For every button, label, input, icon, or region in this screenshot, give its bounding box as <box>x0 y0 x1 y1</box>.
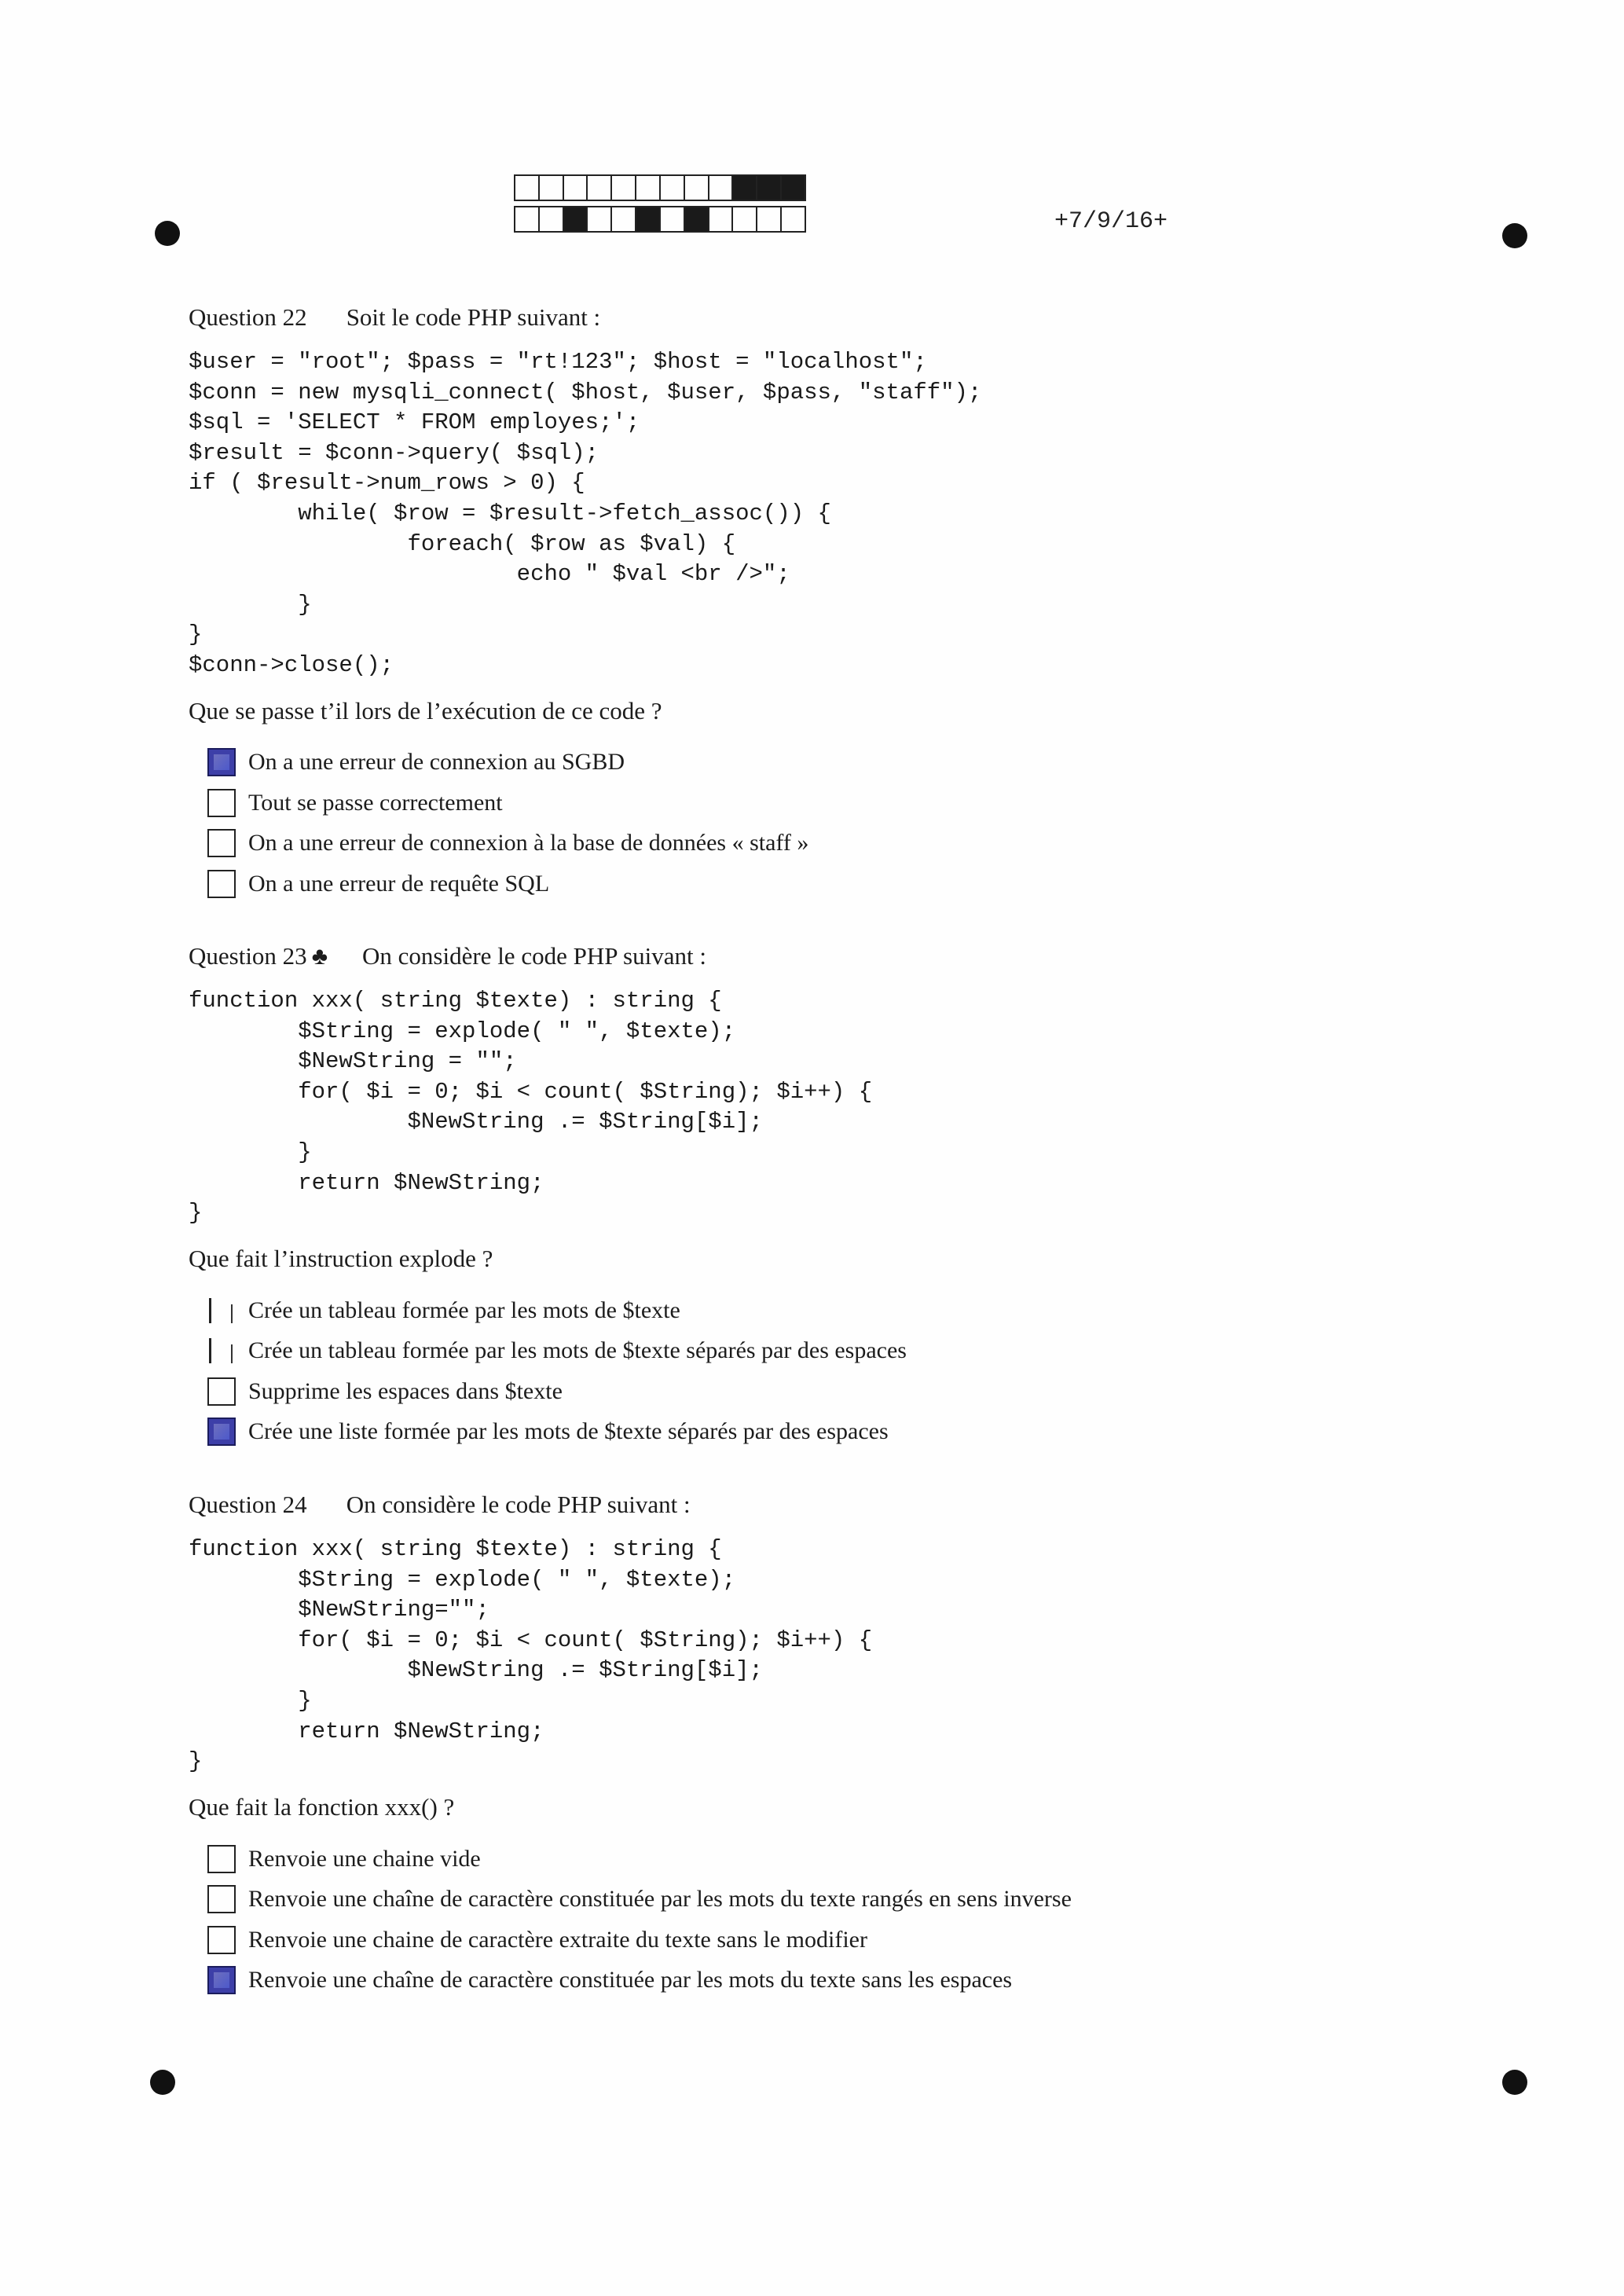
answer-label: On a une erreur de connexion au SGBD <box>248 749 625 776</box>
question-header <box>189 302 1446 333</box>
answer-option[interactable] <box>189 1839 1446 1880</box>
page-barcode-row-2 <box>514 206 806 233</box>
answer-checkbox[interactable] <box>207 1337 236 1365</box>
answer-checkbox[interactable] <box>207 1926 236 1954</box>
registration-mark-top-left <box>155 221 180 246</box>
barcode-cell <box>782 207 805 231</box>
answer-option[interactable] <box>189 1879 1446 1920</box>
answer-label: Crée une liste formée par les mots de $texte séparés par des espaces <box>248 1418 889 1444</box>
answer-label: Crée un tableau formée par les mots de $texte séparés par des espaces <box>248 1337 907 1363</box>
answer-option[interactable] <box>189 1411 1446 1452</box>
answer-label: Tout se passe correctement <box>248 789 503 816</box>
answer-label: On a une erreur de connexion à la base de données « staff » <box>248 830 809 856</box>
barcode-cell <box>540 176 564 200</box>
answer-label: Renvoie une chaine vide <box>248 1845 481 1872</box>
answer-option[interactable] <box>189 823 1446 864</box>
question-number: Question 23 ♣ <box>189 942 328 970</box>
barcode-cell <box>612 207 636 231</box>
answer-checkbox[interactable] <box>207 1885 236 1913</box>
barcode-cell <box>733 176 757 200</box>
barcode-cell <box>564 207 588 231</box>
question-intro: On considère le code PHP suivant : <box>346 1491 691 1518</box>
answer-checkbox[interactable] <box>207 1377 236 1406</box>
barcode-cell <box>612 176 636 200</box>
question-intro: On considère le code PHP suivant : <box>362 942 706 970</box>
barcode-cell <box>733 207 757 231</box>
answer-checkbox[interactable] <box>207 1418 236 1446</box>
barcode-cell <box>636 176 661 200</box>
answer-list <box>189 743 1446 904</box>
barcode-cell <box>685 176 709 200</box>
question-prompt: Que se passe t’il lors de l’exécution de ce code ? <box>189 696 662 724</box>
answer-checkbox[interactable] <box>207 1966 236 1994</box>
answer-option[interactable] <box>189 1330 1446 1371</box>
page-code: +7/9/16+ <box>1054 208 1168 235</box>
php-code-block: function xxx( string $texte) : string { $String = explode( " ", $texte); $NewString = ""; for( $i = 0; $i < count( $String); $i++) { $NewString .= $String[$i]; } return $NewString; } <box>189 988 873 1227</box>
answer-label: Renvoie une chaîne de caractère constituée par les mots du texte rangés en sens inverse <box>248 1886 1072 1912</box>
registration-mark-top-right <box>1502 223 1527 248</box>
barcode-cell <box>515 176 540 200</box>
answer-option[interactable] <box>189 1371 1446 1412</box>
answer-label: Renvoie une chaine de caractère extraite du texte sans le modifier <box>248 1926 867 1953</box>
barcode-cell <box>588 176 612 200</box>
page-barcode-row-1 <box>514 174 806 201</box>
answer-label: Renvoie une chaîne de caractère constituée par les mots du texte sans les espaces <box>248 1967 1013 1993</box>
barcode-cell <box>588 207 612 231</box>
question-23 <box>189 941 1446 1452</box>
answer-label: On a une erreur de requête SQL <box>248 870 550 897</box>
answer-option[interactable] <box>189 1960 1446 2001</box>
answer-list <box>189 1290 1446 1452</box>
club-icon: ♣ <box>311 942 328 970</box>
barcode-cell <box>709 207 734 231</box>
registration-mark-bottom-right <box>1502 2070 1527 2095</box>
answer-option[interactable] <box>189 1920 1446 1960</box>
answer-list <box>189 1839 1446 2001</box>
answer-checkbox[interactable] <box>207 1845 236 1873</box>
question-22 <box>189 302 1446 904</box>
barcode-cell <box>709 176 734 200</box>
barcode-cell <box>757 176 782 200</box>
barcode-cell <box>564 176 588 200</box>
answer-checkbox[interactable] <box>207 829 236 857</box>
question-prompt: Que fait la fonction xxx() ? <box>189 1792 455 1821</box>
barcode-cell <box>636 207 661 231</box>
answer-option[interactable] <box>189 1290 1446 1331</box>
barcode-cell <box>515 207 540 231</box>
php-code-block: function xxx( string $texte) : string { $String = explode( " ", $texte); $NewString=""; for( $i = 0; $i < count( $String); $i++) { $NewString .= $String[$i]; } return $NewString; } <box>189 1536 873 1775</box>
answer-checkbox[interactable] <box>207 870 236 898</box>
question-number: Question 24 <box>189 1491 307 1518</box>
registration-mark-bottom-left <box>150 2070 175 2095</box>
answer-checkbox[interactable] <box>207 789 236 817</box>
barcode-cell <box>540 207 564 231</box>
barcode-cell <box>757 207 782 231</box>
answer-option[interactable] <box>189 783 1446 823</box>
question-intro: Soit le code PHP suivant : <box>346 303 601 331</box>
answer-option[interactable] <box>189 743 1446 783</box>
answer-label: Crée un tableau formée par les mots de $texte <box>248 1297 680 1323</box>
answer-label: Supprime les espaces dans $texte <box>248 1377 563 1404</box>
barcode-cell <box>782 176 805 200</box>
question-header <box>189 1489 1446 1520</box>
question-header <box>189 941 1446 972</box>
answer-checkbox[interactable] <box>207 748 236 776</box>
barcode-cell <box>661 207 685 231</box>
answer-checkbox[interactable] <box>207 1297 236 1325</box>
question-24 <box>189 1489 1446 2001</box>
barcode-cell <box>661 176 685 200</box>
barcode-cell <box>685 207 709 231</box>
php-code-block: $user = "root"; $pass = "rt!123"; $host = "localhost"; $conn = new mysqli_connect( $host, $user, $pass, "staff"); $sql = 'SELECT * FROM employes;'; $result = $conn->query( $sql); if ( $result->num_rows > 0) { while( $row = $result->fetch_assoc()) { foreach( $row as $val) { echo " $val <br />"; } } $conn->close(); <box>189 349 982 678</box>
question-number: Question 22 <box>189 303 307 331</box>
question-prompt: Que fait l’instruction explode ? <box>189 1244 493 1272</box>
answer-option[interactable] <box>189 864 1446 904</box>
